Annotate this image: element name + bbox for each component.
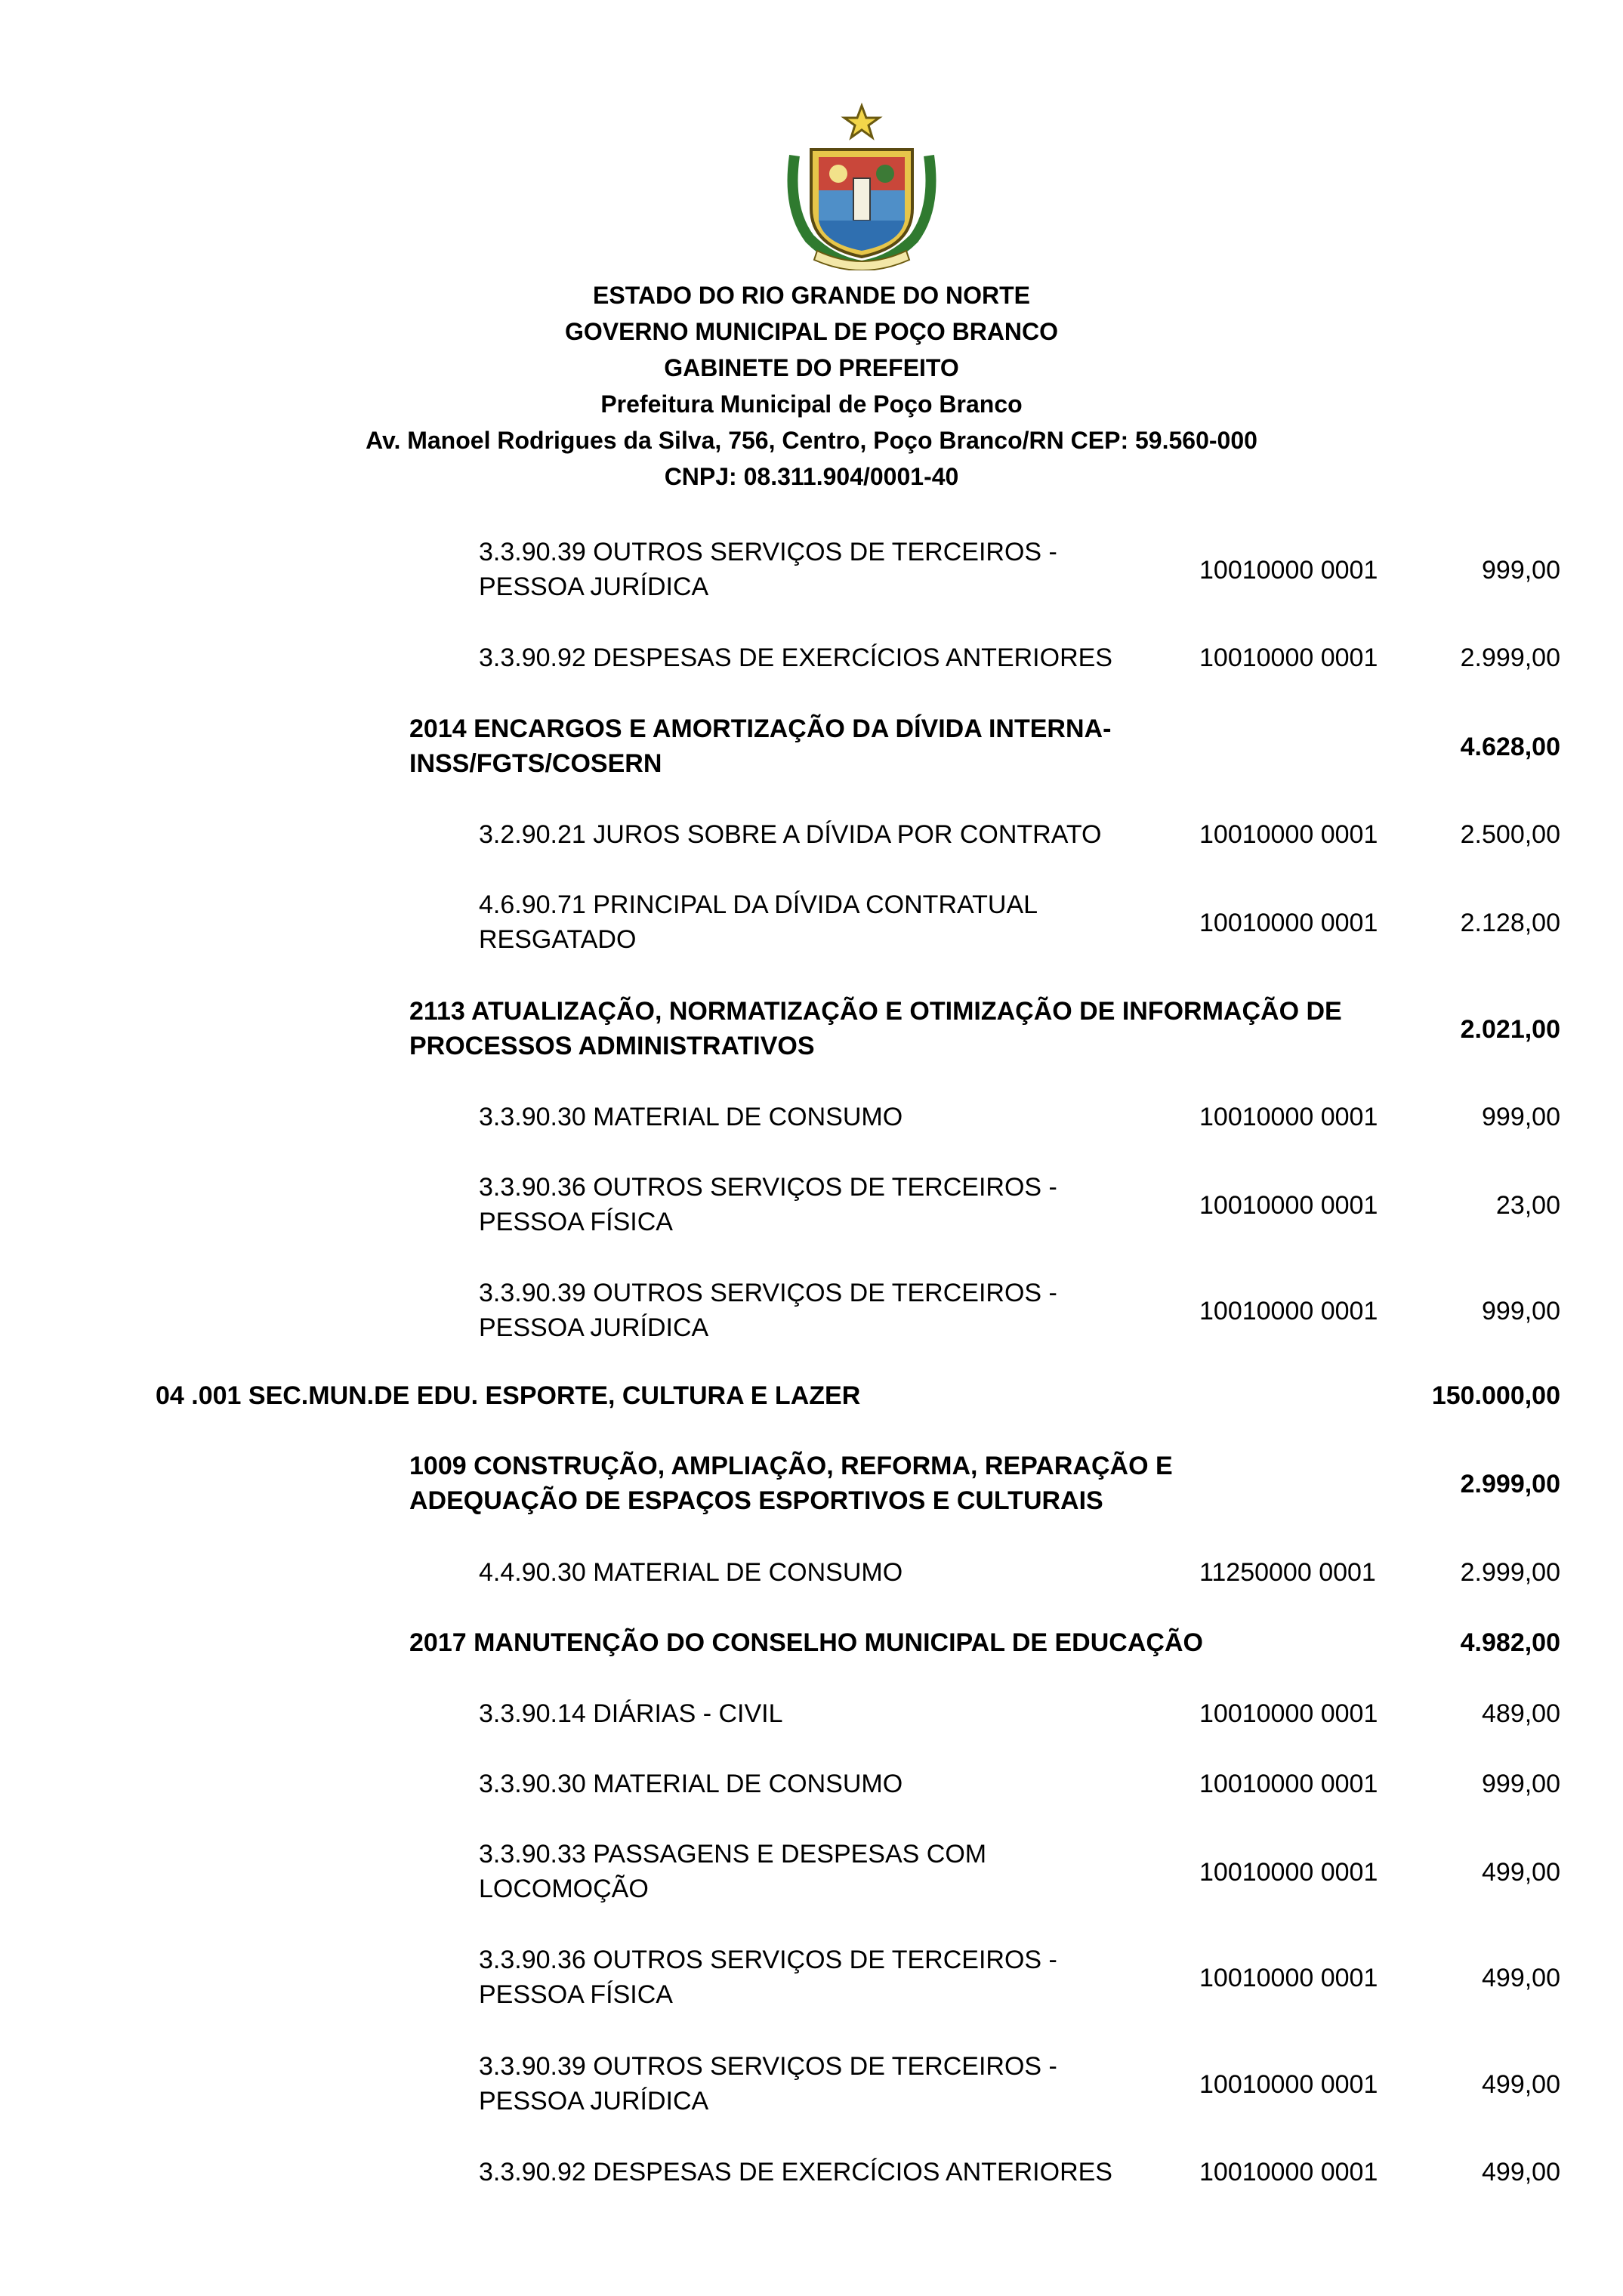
- table-row: [0, 1837, 1560, 1908]
- row-resource-code: 10010000 0001: [1199, 820, 1378, 849]
- row-description: 3.2.90.21 JUROS SOBRE A DÍVIDA POR CONTRATO: [479, 820, 1102, 849]
- table-row: [0, 994, 1560, 1065]
- row-description: 2113 ATUALIZAÇÃO, NORMATIZAÇÃO E OTIMIZAÇÃO DE INFORMAÇÃO DE PROCESSOS ADMINISTRATIVOS: [409, 997, 1342, 1060]
- row-value: 499,00: [1482, 1858, 1560, 1887]
- letterhead: [0, 277, 1623, 495]
- row-value: 4.628,00: [1460, 733, 1560, 761]
- header-line-address: Av. Manoel Rodrigues da Silva, 756, Centro, Poço Branco/RN CEP: 59.560-000: [366, 427, 1257, 454]
- row-description: 3.3.90.92 DESPESAS DE EXERCÍCIOS ANTERIORES: [479, 2158, 1112, 2186]
- row-description: 3.3.90.36 OUTROS SERVIÇOS DE TERCEIROS - PESSOA FÍSICA: [479, 1946, 1057, 2009]
- row-value: 499,00: [1482, 2158, 1560, 2186]
- row-value: 489,00: [1482, 1699, 1560, 1728]
- header-line-cnpj: CNPJ: 08.311.904/0001-40: [664, 463, 959, 490]
- row-resource-code: 10010000 0001: [1199, 556, 1378, 585]
- row-description: 3.3.90.92 DESPESAS DE EXERCÍCIOS ANTERIORES: [479, 643, 1112, 672]
- row-description: 2017 MANUTENÇÃO DO CONSELHO MUNICIPAL DE EDUCAÇÃO: [409, 1628, 1203, 1657]
- row-description: 3.3.90.30 MATERIAL DE CONSUMO: [479, 1103, 903, 1131]
- row-description: 4.6.90.71 PRINCIPAL DA DÍVIDA CONTRATUAL RESGATADO: [479, 890, 1037, 954]
- row-resource-code: 10010000 0001: [1199, 1191, 1378, 1220]
- row-description: 3.3.90.30 MATERIAL DE CONSUMO: [479, 1770, 903, 1798]
- table-row: [0, 1449, 1560, 1520]
- header-line-city-hall: Prefeitura Municipal de Poço Branco: [600, 390, 1023, 418]
- row-value: 150.000,00: [1431, 1381, 1560, 1410]
- table-row: [0, 1276, 1560, 1347]
- row-value: 4.982,00: [1460, 1628, 1560, 1657]
- row-description: 3.3.90.39 OUTROS SERVIÇOS DE TERCEIROS - PESSOA JURÍDICA: [479, 1279, 1057, 1342]
- row-description: 3.3.90.33 PASSAGENS E DESPESAS COM LOCOMOÇÃO: [479, 1840, 987, 1903]
- row-resource-code: 10010000 0001: [1199, 1699, 1378, 1728]
- row-value: 499,00: [1482, 1964, 1560, 1992]
- table-row: [0, 1943, 1560, 2014]
- row-value: 999,00: [1482, 556, 1560, 585]
- table-row: [0, 1696, 1560, 1731]
- header-line-office: GABINETE DO PREFEITO: [664, 354, 959, 381]
- row-resource-code: 10010000 0001: [1199, 1103, 1378, 1131]
- row-description: 4.4.90.30 MATERIAL DE CONSUMO: [479, 1558, 903, 1587]
- table-row: [0, 1767, 1560, 1801]
- row-value: 23,00: [1495, 1191, 1560, 1220]
- header-line-government: GOVERNO MUNICIPAL DE POÇO BRANCO: [564, 318, 1059, 345]
- row-value: 2.999,00: [1460, 1470, 1560, 1498]
- table-row: [0, 1625, 1560, 1660]
- row-resource-code: 10010000 0001: [1199, 1770, 1378, 1798]
- row-value: 2.999,00: [1460, 1558, 1560, 1587]
- row-value: 2.021,00: [1460, 1015, 1560, 1044]
- row-resource-code: 10010000 0001: [1199, 2070, 1378, 2099]
- row-resource-code: 11250000 0001: [1199, 1558, 1376, 1587]
- table-row: [0, 817, 1560, 852]
- table-row: [0, 887, 1560, 958]
- row-resource-code: 10010000 0001: [1199, 1297, 1378, 1325]
- row-description: 3.3.90.39 OUTROS SERVIÇOS DE TERCEIROS - PESSOA JURÍDICA: [479, 538, 1057, 601]
- municipal-coat-of-arms-icon: [772, 103, 952, 270]
- row-value: 2.500,00: [1460, 820, 1560, 849]
- row-description: 2014 ENCARGOS E AMORTIZAÇÃO DA DÍVIDA INTERNA-INSS/FGTS/COSERN: [409, 714, 1112, 778]
- row-resource-code: 10010000 0001: [1199, 643, 1378, 672]
- table-row: [0, 1378, 1560, 1413]
- row-description: 3.3.90.14 DIÁRIAS - CIVIL: [479, 1699, 783, 1728]
- row-description: 1009 CONSTRUÇÃO, AMPLIAÇÃO, REFORMA, REPARAÇÃO E ADEQUAÇÃO DE ESPAÇOS ESPORTIVOS E CULTURAIS: [409, 1452, 1173, 1515]
- row-resource-code: 10010000 0001: [1199, 1964, 1378, 1992]
- table-row: [0, 535, 1560, 606]
- table-row: [0, 1170, 1560, 1241]
- table-row: [0, 711, 1560, 782]
- row-value: 2.128,00: [1460, 909, 1560, 937]
- row-value: 999,00: [1482, 1770, 1560, 1798]
- table-row: [0, 1555, 1560, 1590]
- row-value: 499,00: [1482, 2070, 1560, 2099]
- row-resource-code: 10010000 0001: [1199, 2158, 1378, 2186]
- table-row: [0, 2155, 1560, 2190]
- row-description: 04 .001 SEC.MUN.DE EDU. ESPORTE, CULTURA E LAZER: [156, 1381, 861, 1410]
- row-value: 2.999,00: [1460, 643, 1560, 672]
- row-value: 999,00: [1482, 1103, 1560, 1131]
- row-resource-code: 10010000 0001: [1199, 909, 1378, 937]
- row-value: 999,00: [1482, 1297, 1560, 1325]
- table-row: [0, 1100, 1560, 1134]
- header-line-state: ESTADO DO RIO GRANDE DO NORTE: [593, 282, 1030, 309]
- row-resource-code: 10010000 0001: [1199, 1858, 1378, 1887]
- table-row: [0, 2049, 1560, 2120]
- row-description: 3.3.90.39 OUTROS SERVIÇOS DE TERCEIROS - PESSOA JURÍDICA: [479, 2052, 1057, 2115]
- row-description: 3.3.90.36 OUTROS SERVIÇOS DE TERCEIROS - PESSOA FÍSICA: [479, 1173, 1057, 1236]
- table-row: [0, 640, 1560, 675]
